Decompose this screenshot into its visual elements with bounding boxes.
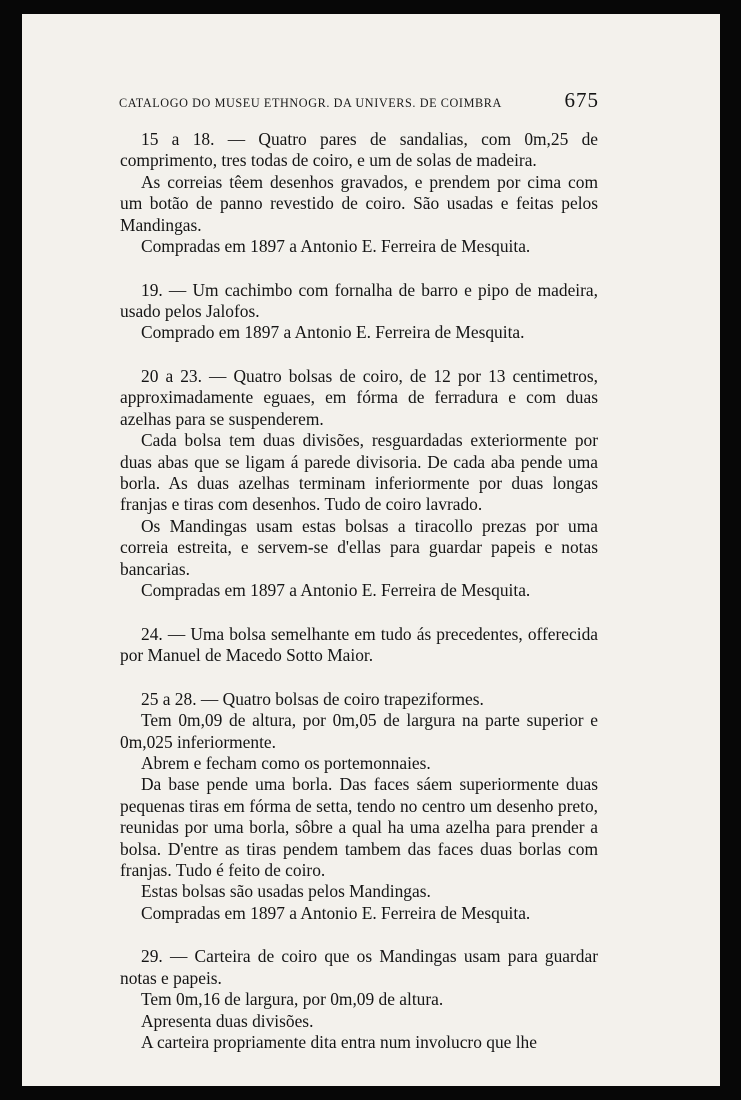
entry-paragraph: Cada bolsa tem duas divisões, resguardadas exteriormente por duas abas que se ligam á parede divisoria. De cada aba pende uma borla. As duas azelhas terminam inferiormente por duas longas franjas e tiras com desenhos. Tudo de coiro lavrado. — [120, 430, 598, 515]
entry-paragraph: 29. — Carteira de coiro que os Mandingas usam para guardar notas e papeis. — [120, 946, 598, 988]
entry-paragraph: Os Mandingas usam estas bolsas a tiracollo prezas por uma correia estreita, e servem-se d'ellas para guardar papeis e notas bancarias. — [120, 515, 598, 579]
running-title: CATALOGO DO MUSEU ETHNOGR. DA UNIVERS. DE COIMBRA — [119, 96, 502, 110]
entry-paragraph: Comprado em 1897 a Antonio E. Ferreira de Mesquita. — [141, 322, 525, 343]
entry-paragraph: 20 a 23. — Quatro bolsas de coiro, de 12 por 13 centimetros, approximadamente eguaes, em fórma de ferradura e com duas azelhas para se suspenderem. — [120, 366, 598, 429]
entry-paragraph: Tem 0m,16 de largura, por 0m,09 de altura. — [141, 989, 444, 1010]
catalog-entry — [120, 366, 598, 601]
entry-paragraph: Compradas em 1897 a Antonio E. Ferreira de Mesquita. — [141, 236, 531, 257]
catalog-entry — [120, 280, 598, 344]
entry-paragraph: 25 a 28. — Quatro bolsas de coiro trapeziformes. — [141, 688, 484, 709]
page-body — [120, 129, 598, 1076]
book-page — [22, 14, 720, 1086]
entry-paragraph: Tem 0m,09 de altura, por 0m,05 de largura na parte superior e 0m,025 inferiormente. — [120, 710, 598, 752]
catalog-entry — [120, 129, 598, 257]
entry-paragraph: 24. — Uma bolsa semelhante em tudo ás precedentes, offerecida por Manuel de Macedo Sotto Maior. — [120, 623, 598, 666]
entry-paragraph: Da base pende uma borla. Das faces sáem superiormente duas pequenas tiras em fórma de setta, tendo no centro um desenho preto, reunidas por uma borla, sôbre a qual ha uma azelha para prender a bolsa. D'entre as tiras pendem tambem das faces duas borlas com franjas. Tudo é feito de coiro. — [120, 774, 598, 880]
entry-paragraph: Estas bolsas são usadas pelos Mandingas. — [141, 881, 431, 902]
entry-paragraph: Apresenta duas divisões. — [141, 1010, 314, 1031]
catalog-entry — [120, 946, 598, 1053]
entry-paragraph: Abrem e fecham como os portemonnaies. — [141, 752, 431, 773]
entry-paragraph: A carteira propriamente dita entra num involucro que lhe — [141, 1031, 537, 1052]
entry-paragraph: Compradas em 1897 a Antonio E. Ferreira de Mesquita. — [141, 902, 531, 923]
page-header — [119, 88, 599, 113]
entry-paragraph: As correias têem desenhos gravados, e prendem por cima com um botão de panno revestido de coiro. São usadas e feitas pelos Mandingas. — [120, 171, 598, 235]
entry-paragraph: 19. — Um cachimbo com fornalha de barro e pipo de madeira, usado pelos Jalofos. — [120, 279, 598, 322]
page-number: 675 — [564, 88, 599, 112]
entry-paragraph: 15 a 18. — Quatro pares de sandalias, com 0m,25 de comprimento, tres todas de coiro, e um de solas de madeira. — [120, 129, 598, 171]
entry-paragraph: Compradas em 1897 a Antonio E. Ferreira de Mesquita. — [141, 580, 531, 601]
catalog-entry — [120, 689, 598, 924]
catalog-entry — [120, 624, 598, 667]
